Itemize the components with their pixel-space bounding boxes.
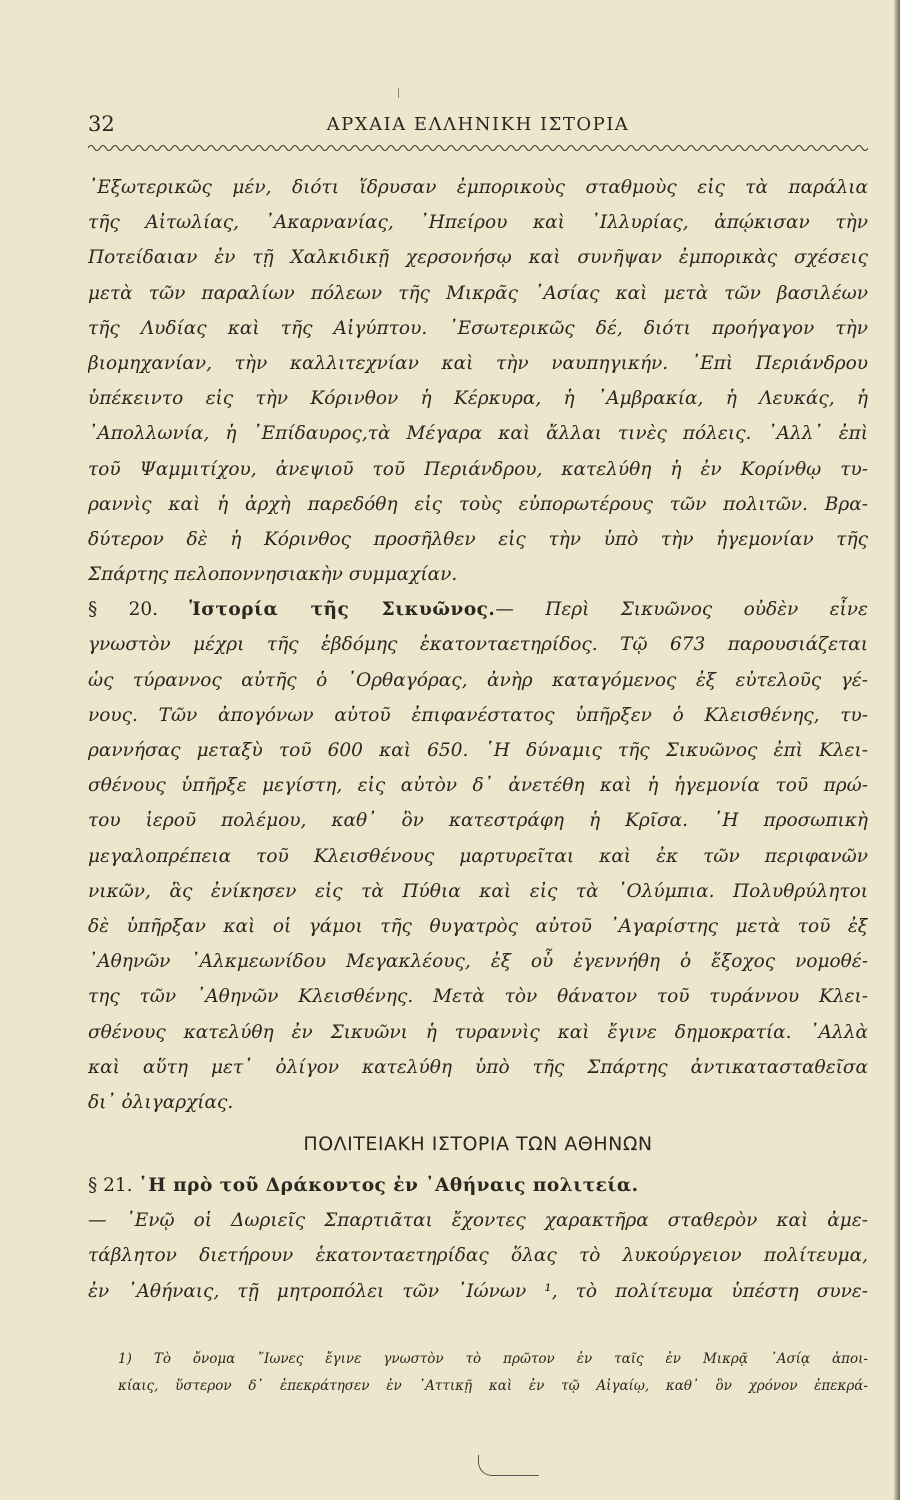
- section-heading: ΠΟΛΙΤΕΙΑΚΗ ΙΣΤΟΡΙΑ ΤΩΝ ΑΘΗΝΩΝ: [303, 1133, 653, 1156]
- section-20-title: Ἱστορία τῆς Σικυῶνος.: [189, 599, 496, 621]
- text-line: μεγαλοπρέπεια τοῦ Κλεισθένους μαρτυρεῖται καὶ ἐκ τῶν περιφανῶν: [88, 845, 868, 867]
- text-line: τάβλητον διετήρουν ἑκατονταετηρίδας ὅλας τὸ λυκούργειον πολίτευμα,: [88, 1245, 868, 1267]
- text-line: Ποτείδαιαν ἐν τῇ Χαλκιδικῇ χερσονήσῳ καὶ συνῆψαν ἐμπορικὰς σχέσεις: [88, 247, 868, 269]
- text-line: νικῶν, ἃς ἐνίκησεν εἰς τὰ Πύθια καὶ εἰς τὰ ᾿Ολύμπια. Πολυθρύλητοι: [88, 880, 868, 902]
- page-edge: [894, 0, 900, 1500]
- text-line: τοῦ Ψαμμιτίχου, ἀνεψιοῦ τοῦ Περιάνδρου, κατελύθη ἡ ἐν Κορίνθῳ τυ-: [88, 458, 868, 480]
- text-line: σθένους κατελύθη ἐν Σικυῶνι ἡ τυραννὶς καὶ ἔγινε δημοκρατία. ᾿Αλλὰ: [88, 1021, 868, 1043]
- text-line: ραννὶς καὶ ἡ ἀρχὴ παρεδόθη εἰς τοὺς εὐπορωτέρους τῶν πολιτῶν. Βρα-: [88, 493, 868, 515]
- text-line: μετὰ τῶν παραλίων πόλεων τῆς Μικρᾶς ᾿Ασίας καὶ μετὰ τῶν βασιλέων: [88, 282, 868, 304]
- text-line: δι᾿ ὀλιγαρχίας.: [88, 1091, 234, 1113]
- page-header: [88, 112, 868, 142]
- text-line: δὲ ὑπῆρξαν καὶ οἱ γάμοι τῆς θυγατρὸς αὐτοῦ ᾿Αγαρίστης μετὰ τοῦ ἐξ: [88, 915, 868, 937]
- section-21-number: § 21.: [88, 1175, 133, 1197]
- text-line: — ᾿Ενῷ οἱ Δωριεῖς Σπαρτιᾶται ἔχοντες χαρακτῆρα σταθερὸν καὶ ἀμε-: [88, 1210, 868, 1232]
- text-line: τῆς Λυδίας καὶ τῆς Αἰγύπτου. ᾿Εσωτερικῶς δέ, διότι προήγαγον τὴν: [88, 317, 868, 339]
- text-line: νους. Τῶν ἀπογόνων αὐτοῦ ἐπιφανέστατος ὑπῆρξεν ὁ Κλεισθένης, τυ-: [88, 704, 868, 726]
- text-line: ὡς τύραννος αὐτῆς ὁ ᾿Ορθαγόρας, ἀνὴρ καταγόμενος ἐξ εὐτελοῦς γέ-: [88, 669, 868, 691]
- paragraph-sicyon: [88, 627, 868, 1120]
- footnotes: [118, 1346, 868, 1400]
- paragraph-corinth: [88, 170, 868, 592]
- text-line: τῆς Αἰτωλίας, ᾿Ακαρνανίας, ᾿Ηπείρου καὶ ᾿Ιλλυρίας, ἀπῴκισαν τὴν: [88, 212, 868, 234]
- running-title: ΑΡΧΑΙΑ ΕΛΛΗΝΙΚΗ ΙΣΤΟΡΙΑ: [326, 114, 630, 135]
- text-line: καὶ αὕτη μετ᾿ ὀλίγον κατελύθη ὑπὸ τῆς Σπάρτης ἀντικατασταθεῖσα: [88, 1056, 868, 1078]
- text-line: ᾿Αθηνῶν ᾿Αλκμεωνίδου Μεγακλέους, ἐξ οὗ ἐγεννήθη ὁ ἔξοχος νομοθέ-: [88, 951, 868, 973]
- section-20-lead: — Περὶ Σικυῶνος οὐδὲν εἶνε: [495, 599, 868, 621]
- section-21-first-line: [88, 1168, 868, 1203]
- text-line: σθένους ὑπῆρξε μεγίστη, εἰς αὐτὸν δ᾿ ἀνετέθη καὶ ἡ ἡγεμονία τοῦ πρώ-: [88, 775, 868, 797]
- paragraph-athens: [88, 1203, 868, 1309]
- text-line: ᾿Απολλωνία, ἡ ᾿Επίδαυρος,τὰ Μέγαρα καὶ ἄλλαι τινὲς πόλεις. ᾿Αλλ᾿ ἐπὶ: [88, 423, 868, 445]
- section-20-number: § 20.: [88, 599, 159, 621]
- text-line: 1) Τὸ ὄνομα ῎Ιωνες ἔγινε γνωστὸν τὸ πρῶτον ἐν ταῖς ἐν Μικρᾷ ᾿Ασίᾳ ἀποι-: [118, 1351, 868, 1367]
- text-line: ᾿Εξωτερικῶς μέν, διότι ἵδρυσαν ἐμπορικοὺς σταθμοὺς εἰς τὰ παράλια: [88, 177, 868, 198]
- text-line: ἐν ᾿Αθήναις, τῇ μητροπόλει τῶν ᾿Ιώνων ¹, τὸ πολίτευμα ὑπέστη συνε-: [88, 1280, 868, 1302]
- section-21-title: ῾Η πρὸ τοῦ Δράκοντος ἐν ᾿Αθήναις πολιτεία.: [138, 1175, 639, 1197]
- text-line: βιομηχανίαν, τὴν καλλιτεχνίαν καὶ τὴν ναυπηγικήν. ᾿Επὶ Περιάνδρου: [88, 352, 868, 374]
- header-ornament-rule: [88, 142, 868, 154]
- text-line: ὑπέκειντο εἰς τὴν Κόρινθον ἡ Κέρκυρα, ἡ ᾿Αμβρακία, ἡ Λευκάς, ἡ: [88, 388, 868, 410]
- text-line: δύτερον δὲ ἡ Κόρινθος προσῆλθεν εἰς τὴν ὑπὸ τὴν ἡγεμονίαν τῆς: [88, 528, 868, 550]
- pencil-mark: [478, 1455, 539, 1476]
- text-line: Σπάρτης πελοποννησιακὴν συμμαχίαν.: [88, 564, 458, 586]
- text-line: της τῶν ᾿Αθηνῶν Κλεισθένης. Μετὰ τὸν θάνατον τοῦ τυράννου Κλει-: [88, 986, 868, 1008]
- page-number: 32: [88, 112, 115, 136]
- text-line: κίαις, ὕστερον δ᾿ ἐπεκράτησεν ἐν ᾿Αττικῇ καὶ ἐν τῷ Αἰγαίῳ, καθ᾿ ὃν χρόνον ἐπεκρά-: [118, 1378, 868, 1394]
- text-line: γνωστὸν μέχρι τῆς ἑβδόμης ἑκατονταετηρίδος. Τῷ 673 παρουσιάζεται: [88, 634, 868, 656]
- text-line: του ἱεροῦ πολέμου, καθ᾿ ὃν κατεστράφη ἡ Κρῖσα. ῾Η προσωπικὴ: [88, 810, 868, 832]
- body-text: [88, 170, 868, 1309]
- print-mark: [398, 88, 399, 98]
- text-line: ραννήσας μεταξὺ τοῦ 600 καὶ 650. ῾Η δύναμις τῆς Σικυῶνος ἐπὶ Κλει-: [88, 740, 868, 761]
- section-20-first-line: [88, 592, 868, 627]
